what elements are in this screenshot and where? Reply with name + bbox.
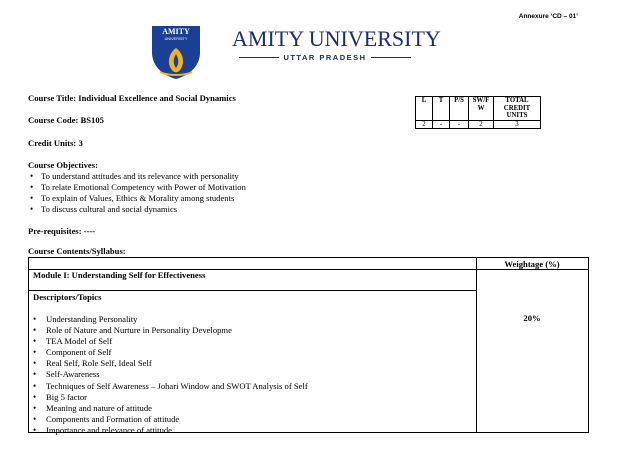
- row-divider: [29, 290, 476, 291]
- brand-sub-text: UTTAR PRADESH: [283, 53, 367, 62]
- list-item: • Real Self, Role Self, Ideal Self: [33, 358, 308, 369]
- list-item: • Role of Nature and Nurture in Personality Developme: [33, 325, 308, 336]
- list-item: • To explain of Values, Ethics & Morality among students: [28, 193, 246, 204]
- list-item: • Components and Formation of attitude: [33, 414, 308, 425]
- weightage-header: Weightage (%): [504, 259, 560, 269]
- contents-heading: Course Contents/Syllabus:: [28, 246, 126, 256]
- list-item: • To understand attitudes and its relevance with personality: [28, 171, 246, 182]
- list-item: • Component of Self: [33, 347, 308, 358]
- credit-value-total: 3: [494, 120, 541, 129]
- logo-text-top: AMITY: [162, 27, 190, 36]
- credit-header-total: TOTAL CREDIT UNITS: [494, 97, 541, 121]
- list-item: • Importance and relevance of attitude: [33, 425, 308, 436]
- prerequisites: Pre-requisites: ----: [28, 226, 96, 236]
- credit-units: Credit Units: 3: [28, 138, 83, 148]
- credit-value-l: 2: [416, 120, 433, 129]
- weightage-value: 20%: [523, 313, 541, 323]
- brand-block: [232, 26, 441, 62]
- credit-value-ps: -: [450, 120, 469, 129]
- list-item: • Understanding Personality: [33, 314, 308, 325]
- credit-table: [415, 96, 541, 129]
- objectives-list: [28, 171, 246, 215]
- objectives-heading: Course Objectives:: [28, 160, 98, 170]
- syllabus-table: [28, 257, 589, 433]
- shield-logo-icon: [150, 24, 202, 80]
- list-item: • Techniques of Self Awareness – Johari Window and SWOT Analysis of Self: [33, 381, 308, 392]
- logo-text-bottom: UNIVERSITY: [164, 37, 188, 41]
- column-divider: [476, 258, 477, 432]
- credit-value-t: -: [433, 120, 450, 129]
- list-item: • To relate Emotional Competency with Power of Motivation: [28, 182, 246, 193]
- module-title: Module I: Understanding Self for Effectiveness: [33, 270, 206, 280]
- credit-header-ps: P/S: [450, 97, 469, 121]
- credit-header-swfw: SW/F W: [469, 97, 494, 121]
- course-title: Course Title: Individual Excellence and Social Dynamics: [28, 93, 236, 103]
- brand-name: AMITY UNIVERSITY: [232, 26, 441, 51]
- annexure-label: Annexure ‘CD – 01’: [518, 13, 578, 20]
- list-item: • Meaning and nature of attitude: [33, 403, 308, 414]
- credit-header-t: T: [433, 97, 450, 121]
- list-item: • To discuss cultural and social dynamics: [28, 204, 246, 215]
- left-rule: [239, 57, 279, 58]
- topics-list: [33, 314, 308, 436]
- brand-subtitle: [232, 53, 418, 62]
- list-item: • Self-Awareness: [33, 369, 308, 380]
- credit-header-l: L: [416, 97, 433, 121]
- course-code: Course Code: BS105: [28, 115, 104, 125]
- list-item: • TEA Model of Self: [33, 336, 308, 347]
- right-rule: [371, 57, 411, 58]
- descriptors-heading: Descriptors/Topics: [33, 292, 102, 302]
- credit-value-swfw: 2: [469, 120, 494, 129]
- list-item: • Big 5 factor: [33, 392, 308, 403]
